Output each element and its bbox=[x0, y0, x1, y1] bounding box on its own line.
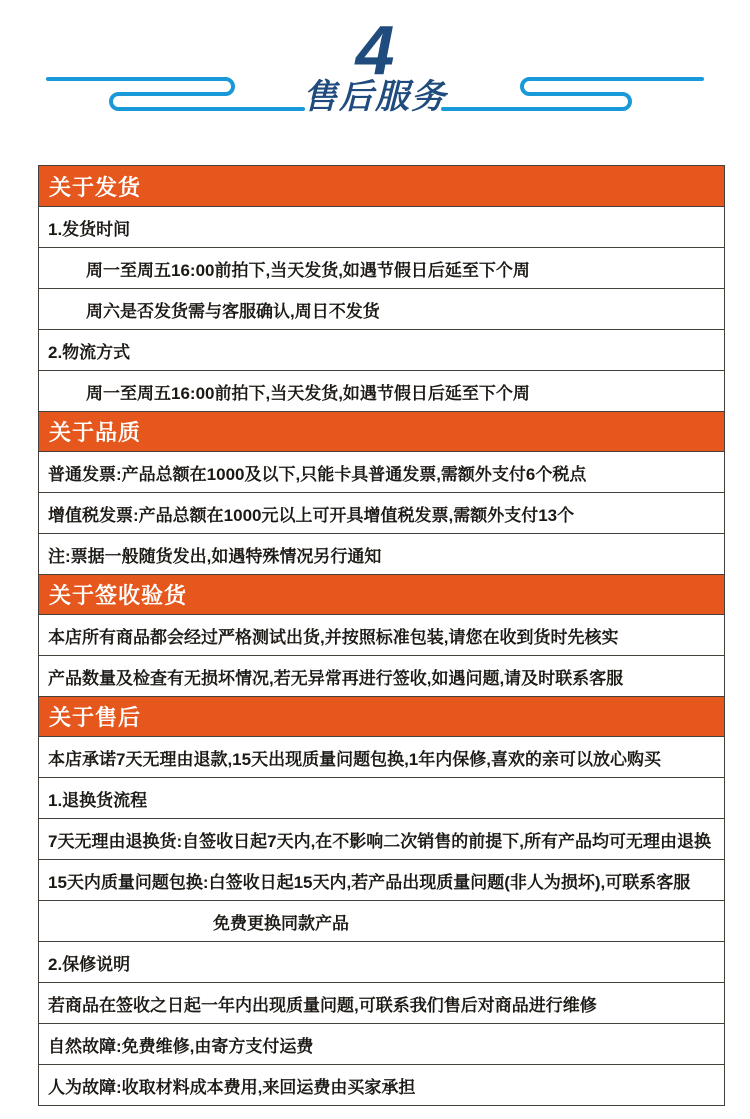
section-header-label: 关于签收验货 bbox=[49, 583, 188, 608]
table-row bbox=[39, 329, 724, 370]
after-sales-table bbox=[38, 165, 725, 1106]
table-row-text: 周一至周五16:00前拍下,当天发货,如遇节假日后延至下个周 bbox=[86, 383, 530, 403]
table-row bbox=[39, 777, 724, 818]
table-row-text: 增值税发票:产品总额在1000元以上可开具增值税发票,需额外支付13个 bbox=[48, 505, 575, 525]
section-header bbox=[39, 166, 724, 206]
table-row bbox=[39, 859, 724, 900]
table-row-text: 自然故障:免费维修,由寄方支付运费 bbox=[48, 1036, 314, 1056]
table-row bbox=[39, 492, 724, 533]
table-row-text: 本店承诺7天无理由退款,15天出现质量问题包换,1年内保修,喜欢的亲可以放心购买 bbox=[48, 749, 661, 769]
table-row bbox=[39, 614, 724, 655]
table-row-text: 产品数量及检查有无损坏情况,若无异常再进行签收,如遇问题,请及时联系客服 bbox=[48, 668, 624, 688]
section-number: 4 bbox=[355, 11, 395, 89]
table-row bbox=[39, 1064, 724, 1105]
table-row bbox=[39, 941, 724, 982]
table-row-text: 1.发货时间 bbox=[48, 219, 131, 239]
table-row-text: 人为故障:收取材料成本费用,来回运费由买家承担 bbox=[48, 1077, 416, 1097]
table-row-text: 若商品在签收之日起一年内出现质量问题,可联系我们售后对商品进行维修 bbox=[48, 995, 597, 1015]
table-row bbox=[39, 982, 724, 1023]
table-row-text: 1.退换货流程 bbox=[48, 790, 148, 810]
table-row bbox=[39, 533, 724, 574]
table-row-text: 普通发票:产品总额在1000及以下,只能卡具普通发票,需额外支付6个税点 bbox=[48, 464, 587, 484]
table-row bbox=[39, 247, 724, 288]
table-row bbox=[39, 818, 724, 859]
section-header-label: 关于售后 bbox=[49, 705, 142, 730]
page-title: 售后服务 bbox=[303, 78, 447, 116]
table-row-text: 本店所有商品都会经过严格测试出货,并按照标准包装,请您在收到货时先核实 bbox=[48, 627, 619, 647]
table-row-text: 免费更换同款产品 bbox=[213, 913, 349, 933]
section-header bbox=[39, 574, 724, 614]
table-row-text: 周一至周五16:00前拍下,当天发货,如遇节假日后延至下个周 bbox=[86, 260, 530, 280]
section-header-label: 关于品质 bbox=[49, 420, 142, 445]
table-row bbox=[39, 900, 724, 941]
table-row-text: 7天无理由退换货:自签收日起7天内,在不影响二次销售的前提下,所有产品均可无理由退换 bbox=[48, 831, 712, 851]
section-header-label: 关于发货 bbox=[49, 174, 142, 200]
table-row-text: 注:票据一般随货发出,如遇特殊情况另行通知 bbox=[48, 546, 382, 566]
table-row-text: 2.保修说明 bbox=[48, 954, 131, 974]
table-row bbox=[39, 206, 724, 247]
table-row-text: 15天内质量问题包换:白签收日起15天内,若产品出现质量问题(非人为损坏),可联系客服 bbox=[48, 872, 691, 892]
table-row bbox=[39, 1023, 724, 1064]
after-sales-hero bbox=[0, 0, 750, 165]
table-row bbox=[39, 370, 724, 411]
table-row bbox=[39, 451, 724, 492]
section-header bbox=[39, 411, 724, 451]
table-row bbox=[39, 736, 724, 777]
section-header bbox=[39, 696, 724, 736]
table-row bbox=[39, 655, 724, 696]
table-row-text: 2.物流方式 bbox=[48, 342, 131, 362]
table-row bbox=[39, 288, 724, 329]
table-row-text: 周六是否发货需与客服确认,周日不发货 bbox=[86, 301, 380, 321]
